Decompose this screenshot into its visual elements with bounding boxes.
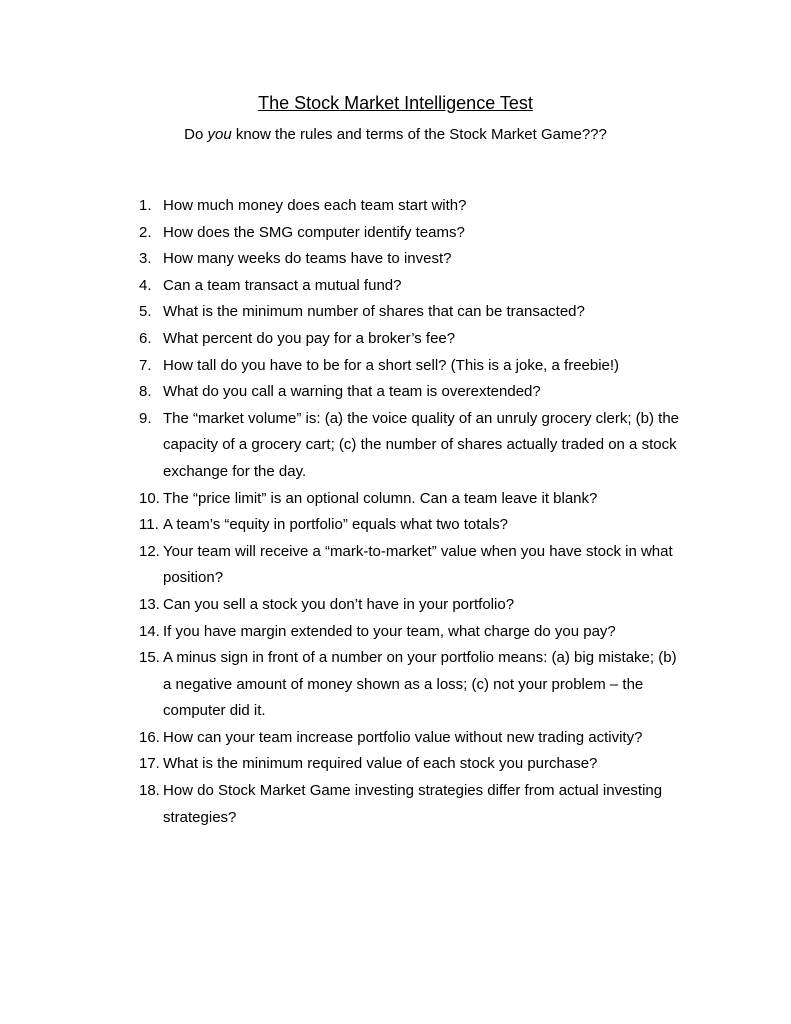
list-item	[139, 486, 684, 513]
question-number: 16.	[139, 728, 160, 746]
question-text: Your team will receive a “mark-to-market” value when you have stock in what position?	[163, 542, 673, 587]
list-item	[139, 512, 684, 539]
question-number: 1.	[139, 197, 152, 214]
question-number: 6.	[139, 329, 152, 347]
question-text: What percent do you pay for a broker’s fee?	[163, 329, 456, 347]
list-item	[139, 193, 684, 220]
question-number: 14.	[139, 622, 160, 640]
question-text: How does the SMG computer identify teams?	[163, 223, 465, 241]
subtitle-after: know the rules and terms of the Stock Market Game???	[231, 126, 607, 143]
list-item	[139, 751, 684, 778]
question-number: 5.	[139, 303, 152, 321]
question-text: What is the minimum required value of each stock you purchase?	[163, 755, 598, 773]
question-text: How much money does each team start with?	[163, 197, 467, 214]
question-list	[139, 193, 684, 831]
question-number: 4.	[139, 276, 152, 294]
subtitle-before: Do	[184, 126, 208, 143]
question-text: What do you call a warning that a team is overextended?	[163, 383, 541, 401]
question-number: 10.	[139, 489, 160, 507]
question-text: What is the minimum number of shares that can be transacted?	[163, 303, 585, 321]
question-text: How can your team increase portfolio value without new trading activity?	[163, 728, 643, 746]
question-text: How do Stock Market Game investing strategies differ from actual investing strategies?	[163, 782, 663, 826]
question-text: If you have margin extended to your team, what charge do you pay?	[163, 622, 616, 640]
question-number: 11.	[139, 516, 159, 534]
list-item	[139, 406, 684, 486]
question-text: How many weeks do teams have to invest?	[163, 250, 452, 268]
page-title: The Stock Market Intelligence Test	[258, 93, 533, 113]
list-item	[139, 273, 684, 300]
subtitle	[0, 125, 791, 145]
list-item	[139, 645, 684, 725]
list-item	[139, 379, 684, 406]
list-item	[139, 592, 684, 619]
question-text: The “price limit” is an optional column. Can a team leave it blank?	[163, 489, 598, 507]
list-item	[139, 778, 684, 831]
list-item	[139, 220, 684, 247]
list-item	[139, 299, 684, 326]
question-number: 3.	[139, 250, 152, 268]
list-item	[139, 539, 684, 592]
question-number: 12.	[139, 542, 160, 560]
list-item	[139, 246, 684, 273]
question-number: 8.	[139, 383, 152, 401]
question-text: The “market volume” is: (a) the voice quality of an unruly grocery clerk; (b) the capacity of a grocery cart; (c) the number of shares actually traded on a stock exchange for the day.	[163, 409, 680, 480]
list-item	[139, 619, 684, 646]
question-number: 13.	[139, 595, 160, 613]
list-item	[139, 326, 684, 353]
subtitle-emphasis: you	[207, 126, 232, 143]
question-number: 17.	[139, 755, 160, 773]
question-number: 9.	[139, 409, 152, 427]
question-number: 18.	[139, 782, 160, 800]
question-text: Can a team transact a mutual fund?	[163, 276, 402, 294]
question-number: 7.	[139, 356, 152, 374]
question-number: 15.	[139, 649, 160, 667]
question-text: A minus sign in front of a number on your portfolio means: (a) big mistake; (b) a negative amount of money shown as a loss; (c) not your problem – the computer did it.	[163, 649, 677, 720]
question-text: Can you sell a stock you don’t have in your portfolio?	[163, 595, 515, 613]
list-item	[139, 725, 684, 752]
question-number: 2.	[139, 223, 152, 241]
question-text: A team’s “equity in portfolio” equals what two totals?	[163, 516, 508, 534]
list-item	[139, 353, 684, 380]
question-text: How tall do you have to be for a short sell? (This is a joke, a freebie!)	[163, 356, 620, 374]
